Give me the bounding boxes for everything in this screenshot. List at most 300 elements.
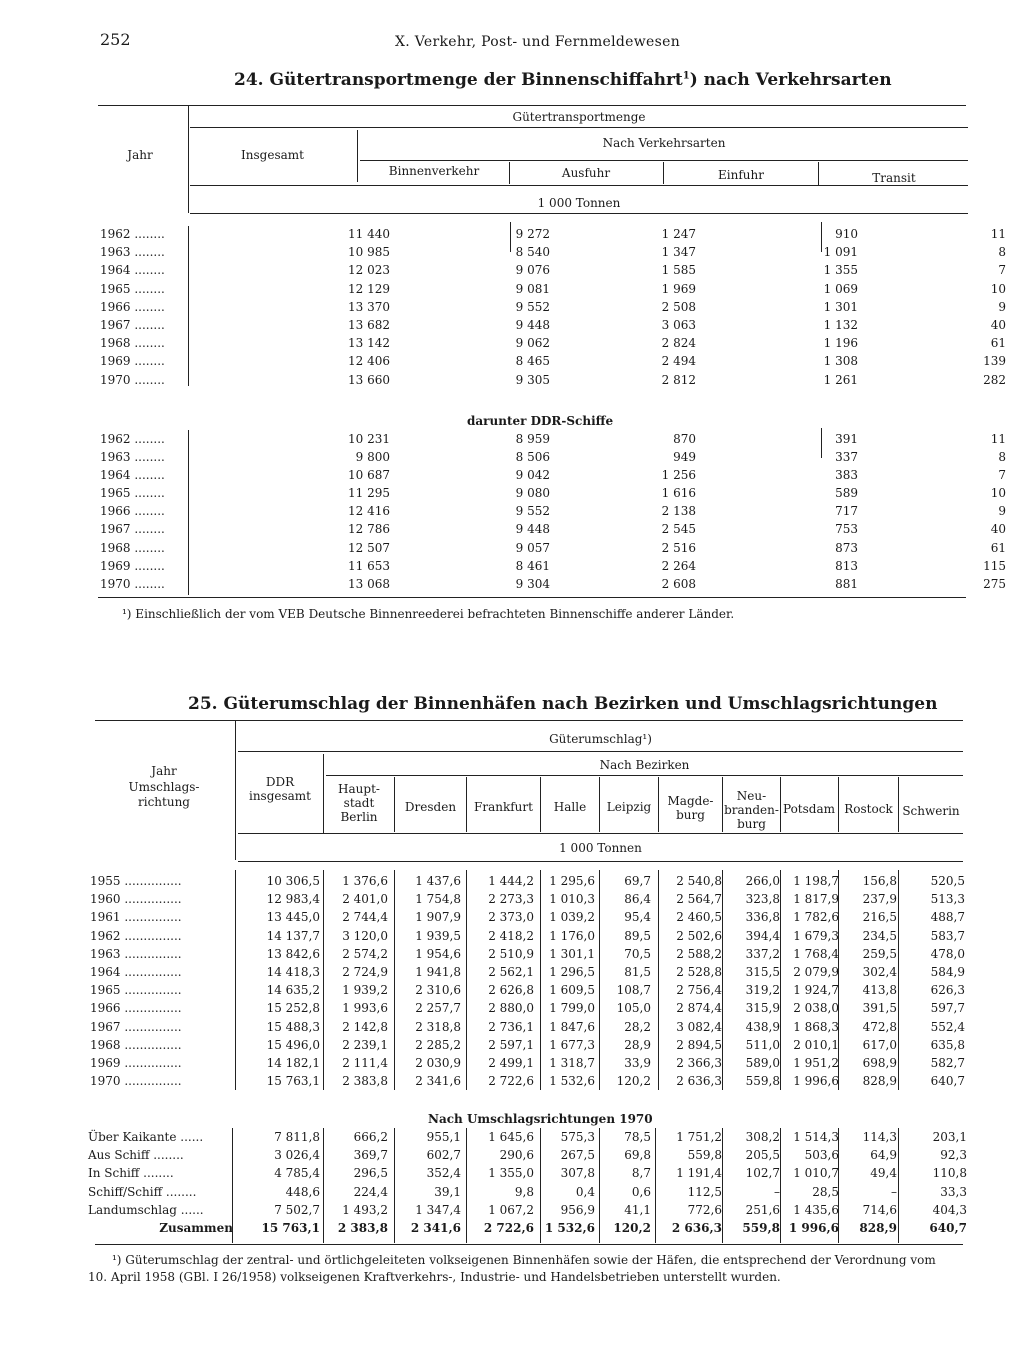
table-cell: 870 [673, 432, 696, 446]
table-cell: 2 894,5 [676, 1037, 722, 1052]
col-ddr-insgesamt: insgesamt [248, 789, 312, 803]
table-cell: 910 [835, 227, 858, 241]
col-magdeburg: Magde- burg [667, 794, 714, 822]
table-cell: 115 [983, 558, 1006, 573]
table-cell: 404,3 [932, 1202, 967, 1217]
table-cell: 40 [990, 522, 1006, 537]
table-cell: 120,2 [616, 1074, 651, 1089]
table-cell: 881 [835, 576, 858, 591]
table-cell: 337 [835, 450, 858, 465]
table-cell: 15 763,1 [261, 1221, 320, 1236]
table-cell: 41,1 [624, 1202, 651, 1217]
table-cell: 640,7 [930, 1074, 965, 1089]
table-cell: 2 079,9 [793, 965, 839, 980]
row-label: In Schiff ........ [88, 1166, 174, 1181]
row-label: 1969 ............... [90, 1056, 182, 1071]
table-cell: 1 514,3 [793, 1130, 839, 1144]
table-cell: 49,4 [870, 1166, 897, 1181]
col-jahr: Jahr [127, 148, 153, 162]
table-cell: 13 142 [348, 336, 390, 351]
table-row [100, 448, 1006, 466]
table-cell: 8 959 [515, 432, 550, 446]
row-label: 1960 ............... [90, 892, 182, 907]
table-cell: 1 847,6 [549, 1019, 595, 1034]
table-cell: 448,6 [285, 1184, 320, 1199]
table-row [88, 1201, 967, 1219]
table-cell: 2 545 [661, 522, 696, 537]
table-cell: 597,7 [930, 1001, 965, 1016]
table-cell: 2 722,6 [488, 1074, 534, 1089]
table-cell: 1 256 [661, 468, 696, 483]
table-cell: 224,4 [353, 1184, 388, 1199]
table-row [100, 261, 1006, 279]
col-richtung: richtung [138, 795, 190, 809]
table-cell: 9 272 [515, 227, 550, 241]
row-label: 1968 ............... [90, 1037, 182, 1052]
col-leipzig: Leipzig [606, 800, 652, 814]
table-cell: 28,9 [624, 1037, 651, 1052]
col-neubrandenburg: Neu- branden- burg [724, 789, 779, 831]
col-gueterumschlag: Güterumschlag¹) [549, 732, 652, 746]
table-cell: 666,2 [353, 1130, 388, 1144]
table-cell: 3 120,0 [342, 928, 388, 943]
table-cell: 559,8 [742, 1221, 780, 1236]
running-head: X. Verkehr, Post- und Fernmeldewesen [395, 34, 681, 50]
table-cell: 336,8 [745, 910, 780, 925]
table-row [100, 298, 1006, 316]
table-cell: 1 247 [661, 227, 696, 241]
table-cell: 511,0 [745, 1037, 780, 1052]
table-cell: 1 969 [661, 281, 696, 296]
table-cell: 635,8 [930, 1037, 965, 1052]
table-row [88, 1183, 967, 1201]
table-cell: 296,5 [353, 1166, 388, 1181]
table-cell: 2 636,3 [671, 1221, 722, 1236]
table-cell: 2 383,8 [342, 1074, 388, 1089]
table-cell: 1 039,2 [549, 910, 595, 925]
table-cell: 14 137,7 [266, 928, 320, 943]
table-cell: 1 993,6 [342, 1001, 388, 1016]
col-potsdam: Potsdam [782, 802, 835, 816]
table-row [88, 1128, 967, 1146]
table-cell: 323,8 [745, 892, 780, 907]
table-cell: 275 [983, 576, 1006, 591]
table-cell: 1 296,5 [549, 965, 595, 980]
row-label: Schiff/Schiff ........ [88, 1184, 197, 1199]
table-cell: 2 880,0 [488, 1001, 534, 1016]
table-cell: 2 460,5 [676, 910, 722, 925]
table25-subheading: Nach Umschlagsrichtungen 1970 [428, 1112, 653, 1126]
row-label: 1963 ........ [100, 245, 165, 260]
table-cell: 1 677,3 [549, 1037, 595, 1052]
table-row [90, 963, 965, 981]
table-row [90, 1036, 965, 1054]
table-cell: 2 341,6 [415, 1074, 461, 1089]
table-cell: 2 626,8 [488, 983, 534, 998]
table-row [90, 945, 965, 963]
table-cell: 1 355,0 [488, 1166, 534, 1181]
table-cell: 9 800 [355, 450, 390, 465]
table-cell: 28,2 [624, 1019, 651, 1034]
table-cell: 12 786 [348, 522, 390, 537]
table-cell: 205,5 [745, 1148, 780, 1163]
col-frankfurt: Frankfurt [474, 800, 533, 814]
table-cell: 10 985 [348, 245, 390, 260]
row-label: 1964 ............... [90, 965, 182, 980]
table-cell: 2 756,4 [676, 983, 722, 998]
row-label: Aus Schiff ........ [88, 1148, 184, 1163]
table-cell: 9,8 [514, 1184, 534, 1199]
page-number: 252 [100, 30, 131, 49]
table-cell: 9 [998, 504, 1006, 519]
table-cell: 1 799,0 [549, 1001, 595, 1016]
row-label: 1970 ........ [100, 576, 165, 591]
table-cell: 8,7 [631, 1166, 651, 1181]
row-label: Landumschlag ...... [88, 1202, 204, 1217]
table-cell: 86,4 [624, 892, 651, 907]
table-cell: 1 318,7 [549, 1056, 595, 1071]
table-cell: 13 682 [348, 318, 390, 333]
col-guetertransportmenge: Gütertransportmenge [512, 110, 646, 124]
table-cell: 2 038,0 [793, 1001, 839, 1016]
table-row [90, 981, 965, 999]
table-cell: 2 138 [661, 504, 696, 519]
table-cell: 394,4 [745, 928, 780, 943]
table-cell: 8 465 [515, 354, 550, 369]
table-cell: 9 552 [515, 299, 550, 314]
table25-footnote-line2: 10. April 1958 (GBl. I 26/1958) volkseigenen Kraftverkehrs-, Industrie- und Handelsbetrieben unterstellt wurden. [88, 1270, 781, 1284]
row-label: 1962 ............... [90, 928, 182, 943]
table25-title: 25. Güterumschlag der Binnenhäfen nach Bezirken und Umschlagsrichtungen [188, 694, 938, 714]
table-cell: 2 264 [661, 558, 696, 573]
table-cell: 2 508 [661, 299, 696, 314]
table-cell: 12 507 [348, 540, 390, 555]
table-cell: 2 597,1 [488, 1037, 534, 1052]
table-row [88, 1146, 967, 1164]
table-cell: 949 [673, 450, 696, 465]
table-row [88, 1219, 967, 1237]
table-row [100, 539, 1006, 557]
table-cell: 7 811,8 [274, 1130, 320, 1144]
table-row [100, 334, 1006, 352]
table-cell: 1 437,6 [415, 874, 461, 888]
table-row [100, 502, 1006, 520]
table-cell: 2 722,6 [483, 1221, 534, 1236]
table-cell: 9 448 [515, 318, 550, 333]
col-ausfuhr: Ausfuhr [561, 166, 611, 180]
table-cell: 2 736,1 [488, 1019, 534, 1034]
table-cell: 1 532,6 [544, 1221, 595, 1236]
table-cell: 2 510,9 [488, 946, 534, 961]
table-cell: 3 026,4 [274, 1148, 320, 1163]
table-cell: 1 376,6 [342, 874, 388, 888]
table-cell: 2 824 [661, 336, 696, 351]
table-row [100, 352, 1006, 370]
table-cell: 1 616 [661, 486, 696, 501]
table-cell: 1 261 [823, 372, 858, 387]
table-cell: 2 516 [661, 540, 696, 555]
table-cell: 2 310,6 [415, 983, 461, 998]
row-label: 1963 ........ [100, 450, 165, 465]
row-label: 1968 ........ [100, 540, 165, 555]
table-cell: 8 [998, 245, 1006, 260]
table-row [100, 316, 1006, 334]
table-cell: 69,7 [624, 874, 651, 888]
table-cell: 70,5 [624, 946, 651, 961]
row-label: Über Kaikante ...... [88, 1130, 204, 1144]
table-cell: 8 506 [515, 450, 550, 465]
col-insgesamt: Insgesamt [241, 148, 304, 162]
table-cell: 15 496,0 [266, 1037, 320, 1052]
table-cell: 2 562,1 [488, 965, 534, 980]
table-cell: 1 939,5 [415, 928, 461, 943]
table-cell: 92,3 [940, 1148, 967, 1163]
table-cell: 237,9 [862, 892, 897, 907]
table-cell: 1 679,3 [793, 928, 839, 943]
row-label: 1962 ........ [100, 432, 165, 446]
table-cell: 2 494 [661, 354, 696, 369]
table-cell: 110,8 [932, 1166, 967, 1181]
table-cell: 9 076 [515, 263, 550, 278]
table-cell: 10 [990, 281, 1006, 296]
table-cell: 617,0 [862, 1037, 897, 1052]
table-cell: 9 080 [515, 486, 550, 501]
table-cell: 584,9 [930, 965, 965, 980]
table-cell: 1 532,6 [549, 1074, 595, 1089]
table-cell: 8 [998, 450, 1006, 465]
table-cell: 1 493,2 [342, 1202, 388, 1217]
table-cell: 503,6 [804, 1148, 839, 1163]
table-row [90, 890, 965, 908]
table-row [100, 484, 1006, 502]
table-cell: 1 355 [823, 263, 858, 278]
table24-footnote: ¹) Einschließlich der vom VEB Deutsche Binnenreederei befrachteten Binnenschiffe anderer Länder. [122, 607, 735, 621]
table25-footnote-line1: ¹) Güterumschlag der zentral- und örtlichgeleiteten volkseigenen Binnenhäfen sowie der Häfen, die entsprechend der Verordnung vom [112, 1253, 936, 1267]
table-cell: 9 [998, 299, 1006, 314]
table-cell: 1 924,7 [793, 983, 839, 998]
col-dresden: Dresden [404, 800, 457, 814]
table-cell: 15 763,1 [266, 1074, 320, 1089]
table-cell: 559,8 [687, 1148, 722, 1163]
table-cell: 2 111,4 [342, 1056, 388, 1071]
row-label: 1966 ........ [100, 504, 165, 519]
table-cell: 11 295 [348, 486, 390, 501]
table-cell: 10 306,5 [266, 874, 320, 888]
table-cell: 337,2 [745, 946, 780, 961]
table-cell: 873 [835, 540, 858, 555]
table-cell: 582,7 [930, 1056, 965, 1071]
row-label: 1969 ........ [100, 354, 165, 369]
table-row [100, 466, 1006, 484]
table-cell: 114,3 [862, 1130, 897, 1144]
table-cell: 13 660 [348, 372, 390, 387]
table24-body [100, 225, 1006, 389]
col-binnenverkehr: Binnenverkehr [388, 164, 480, 178]
table-cell: 15 252,8 [266, 1001, 320, 1016]
table-cell: 78,5 [624, 1130, 651, 1144]
row-label: 1963 ............... [90, 946, 182, 961]
row-label: 1962 ........ [100, 227, 165, 241]
row-label: 1965 ............... [90, 983, 182, 998]
table-cell: 2 502,6 [676, 928, 722, 943]
table-cell: 1 817,9 [793, 892, 839, 907]
table-cell: 391,5 [862, 1001, 897, 1016]
table-cell: 2 812 [661, 372, 696, 387]
table-cell: 15 488,3 [266, 1019, 320, 1034]
table-cell: 698,9 [862, 1056, 897, 1071]
table-cell: 2 318,8 [415, 1019, 461, 1034]
table-cell: 0,4 [575, 1184, 595, 1199]
col-jahr: Jahr [151, 764, 177, 778]
table-cell: 266,0 [745, 874, 780, 888]
table-row [90, 1072, 965, 1090]
row-label: 1965 ........ [100, 281, 165, 296]
row-label: 1969 ........ [100, 558, 165, 573]
table-cell: 828,9 [862, 1074, 897, 1089]
row-label: 1964 ........ [100, 468, 165, 483]
table-cell: 2 636,3 [676, 1074, 722, 1089]
table-cell: 9 304 [515, 576, 550, 591]
row-label: 1965 ........ [100, 486, 165, 501]
table-cell: – [774, 1184, 780, 1199]
table-cell: 2 588,2 [676, 946, 722, 961]
table-cell: 2 030,9 [415, 1056, 461, 1071]
table-cell: 472,8 [862, 1019, 897, 1034]
table-cell: 251,6 [745, 1202, 780, 1217]
table-cell: 234,5 [862, 928, 897, 943]
table-cell: 290,6 [499, 1148, 534, 1163]
table-cell: 1 198,7 [793, 874, 839, 888]
table-cell: 2 608 [661, 576, 696, 591]
table-cell: 1 295,6 [549, 874, 595, 888]
table-cell: 1 768,4 [793, 946, 839, 961]
table-cell: 383 [835, 468, 858, 483]
table-cell: 1 091 [823, 245, 858, 260]
table-cell: 520,5 [930, 874, 965, 888]
table-cell: 69,8 [624, 1148, 651, 1163]
table-cell: 61 [990, 540, 1006, 555]
row-label: 1970 ............... [90, 1074, 182, 1089]
table-cell: 559,8 [745, 1074, 780, 1089]
table-cell: 589,0 [745, 1056, 780, 1071]
table-cell: 2 010,1 [793, 1037, 839, 1052]
table-cell: 139 [983, 354, 1006, 369]
table-cell: 7 [998, 468, 1006, 483]
table-cell: 1 939,2 [342, 983, 388, 998]
table-cell: 9 042 [515, 468, 550, 483]
table-cell: 828,9 [859, 1221, 897, 1236]
table-cell: 33,3 [940, 1184, 967, 1199]
table-cell: 11 653 [348, 558, 390, 573]
table-cell: 717 [835, 504, 858, 519]
table-cell: 772,6 [687, 1202, 722, 1217]
table-cell: 391 [835, 432, 858, 446]
table-cell: 12 416 [348, 504, 390, 519]
table-cell: 2 273,3 [488, 892, 534, 907]
table-cell: 10 687 [348, 468, 390, 483]
row-label: 1967 ............... [90, 1019, 182, 1034]
table-cell: 156,8 [862, 874, 897, 888]
table-cell: 13 842,6 [266, 946, 320, 961]
table-cell: 9 081 [515, 281, 550, 296]
table-row [100, 575, 1006, 593]
table-cell: 1 996,6 [788, 1221, 839, 1236]
table-cell: 2 564,7 [676, 892, 722, 907]
table-cell: 2 574,2 [342, 946, 388, 961]
table-cell: 2 540,8 [676, 874, 722, 888]
table-cell: 89,5 [624, 928, 651, 943]
col-berlin: Haupt- stadt Berlin [338, 782, 380, 824]
table-cell: 602,7 [426, 1148, 461, 1163]
table-cell: 2 744,4 [342, 910, 388, 925]
table-cell: 955,1 [426, 1130, 461, 1144]
table-cell: 307,8 [560, 1166, 595, 1181]
table-cell: 2 724,9 [342, 965, 388, 980]
table-cell: 2 528,8 [676, 965, 722, 980]
col-einfuhr: Einfuhr [718, 168, 764, 182]
table-cell: 1 907,9 [415, 910, 461, 925]
table-cell: 302,4 [862, 965, 897, 980]
table-cell: 2 257,7 [415, 1001, 461, 1016]
table-cell: 1 301,1 [549, 946, 595, 961]
table-cell: 1 954,6 [415, 946, 461, 961]
table-cell: 319,2 [745, 983, 780, 998]
table-cell: 7 [998, 263, 1006, 278]
table-cell: 315,9 [745, 1001, 780, 1016]
table-cell: 14 182,1 [266, 1056, 320, 1071]
table-cell: 478,0 [930, 946, 965, 961]
table-cell: 105,0 [616, 1001, 651, 1016]
table-cell: 640,7 [929, 1221, 967, 1236]
table-cell: 1 132 [823, 318, 858, 333]
table-cell: 1 196 [823, 336, 858, 351]
table-cell: 1 347 [661, 245, 696, 260]
table-cell: 11 [990, 227, 1006, 241]
table-cell: 9 057 [515, 540, 550, 555]
table-cell: 1 069 [823, 281, 858, 296]
table-row [90, 872, 965, 890]
table-cell: 369,7 [353, 1148, 388, 1163]
table-row [100, 280, 1006, 298]
table-cell: 64,9 [870, 1148, 897, 1163]
row-label: 1968 ........ [100, 336, 165, 351]
table-cell: 1 176,0 [549, 928, 595, 943]
col-rostock: Rostock [844, 802, 893, 816]
table-cell: 2 366,3 [676, 1056, 722, 1071]
table-cell: 203,1 [932, 1130, 967, 1144]
table-row [90, 999, 965, 1017]
table-cell: 102,7 [745, 1166, 780, 1181]
table-cell: 7 502,7 [274, 1202, 320, 1217]
table-cell: 1 585 [661, 263, 696, 278]
table-cell: 1 754,8 [415, 892, 461, 907]
table-row [100, 225, 1006, 243]
table-cell: 39,1 [434, 1184, 461, 1199]
table-cell: 61 [990, 336, 1006, 351]
table-cell: 8 540 [515, 245, 550, 260]
table-cell: 9 552 [515, 504, 550, 519]
table-cell: 583,7 [930, 928, 965, 943]
table25-body [90, 872, 965, 1090]
table-row [90, 1018, 965, 1036]
table-cell: 3 063 [661, 318, 696, 333]
row-label: 1955 ............... [90, 874, 182, 888]
table-cell: 1 301 [823, 299, 858, 314]
table-cell: 10 231 [348, 432, 390, 446]
col-nach-verkehrsarten: Nach Verkehrsarten [602, 136, 726, 150]
table-cell: 1 941,8 [415, 965, 461, 980]
table-cell: 12 129 [348, 281, 390, 296]
